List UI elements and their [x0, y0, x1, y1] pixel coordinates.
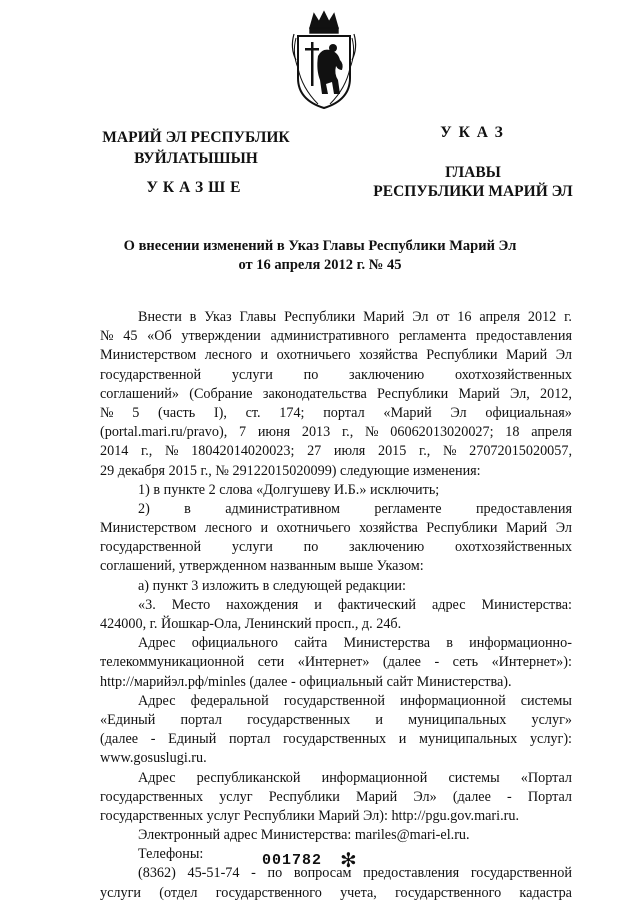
body-word: и	[260, 347, 269, 364]
body-word: 18	[505, 424, 520, 441]
body-word: 45-51-74	[187, 865, 240, 882]
body-word: информационной	[321, 769, 428, 786]
body-line-text: www.gosuslugi.ru.	[100, 750, 207, 767]
body-word: охотхозяйственных	[454, 539, 572, 556]
body-line	[100, 711, 572, 730]
body-word: административном	[225, 500, 341, 517]
body-word: государственных	[100, 788, 204, 805]
body-word: г.	[564, 309, 572, 325]
body-word: системы	[448, 769, 500, 786]
body-word: регламента	[398, 328, 467, 345]
body-word: адрес	[431, 596, 466, 613]
body-line	[100, 462, 572, 481]
body-line	[100, 577, 572, 596]
body-line-text: Телефоны:	[138, 846, 204, 863]
header-right-line-2: ГЛАВЫ	[445, 164, 501, 181]
body-word: Марий	[458, 385, 500, 402]
header-left-line-2: ВУЙЛАТЫШЫН	[134, 150, 258, 167]
body-line	[100, 385, 572, 404]
body-line	[100, 481, 572, 500]
body-word: лесного	[204, 347, 252, 364]
body-word: муниципальных	[419, 731, 518, 748]
body-word: Главы	[239, 309, 277, 325]
body-word: законодательства	[262, 385, 367, 402]
body-word: предоставления	[475, 500, 572, 517]
body-word: «Единый	[100, 711, 156, 728]
body-word: №	[365, 424, 379, 441]
body-line	[100, 596, 572, 615]
body-word: 18042014020023;	[191, 443, 295, 460]
body-word: 2012	[527, 309, 557, 325]
body-word: г.,	[341, 424, 354, 441]
body-word: фактический	[337, 596, 416, 613]
body-word: услуги	[100, 884, 141, 901]
body-line	[100, 807, 572, 826]
body-word: государственной	[100, 366, 202, 383]
body-word: 5	[132, 404, 140, 421]
body-word: «Об	[147, 328, 172, 345]
body-line	[100, 615, 572, 634]
body-line-text: http://марийэл.рф/minles (далее - официальный сайт Министерства).	[100, 673, 512, 690]
body-line-text: Электронный адрес Министерства: mariles@mari-el.ru.	[138, 827, 470, 844]
body-word: портал	[323, 404, 365, 421]
body-word: Республики	[377, 385, 449, 402]
body-word: (отдел	[159, 884, 198, 901]
body-word: 2015	[377, 443, 407, 460]
body-line	[100, 308, 572, 327]
body-word: 7	[238, 424, 247, 441]
body-word: государственного	[395, 884, 502, 901]
body-line-text: а) пункт 3 изложить в следующей редакции:	[138, 577, 406, 594]
body-word: в	[184, 500, 191, 517]
body-word: №	[164, 443, 179, 460]
body-word: вопросам	[293, 865, 352, 882]
body-line	[100, 404, 572, 423]
body-word: охотничьего	[276, 520, 351, 537]
body-word: соглашений»	[100, 385, 179, 402]
body-line	[100, 845, 572, 864]
body-word: 2013	[301, 424, 331, 441]
body-word: по	[303, 539, 319, 556]
body-word: информационно-	[469, 635, 572, 652]
body-word: от	[436, 309, 450, 325]
body-word: Эл	[450, 404, 467, 421]
body-word: Министерством	[100, 520, 197, 537]
header-left-line-3: УКАЗШЕ	[146, 179, 246, 196]
body-word: официальная»	[485, 404, 572, 421]
body-word: государственного	[215, 884, 322, 901]
body-word: официального	[191, 635, 279, 652]
body-line	[100, 730, 572, 749]
body-word: по	[303, 366, 319, 383]
body-word: охотничьего	[276, 347, 351, 364]
body-word: Портал	[527, 788, 572, 805]
body-line-text: 424000, г. Йошкар-Ола, Ленинский просп., д. 24б.	[100, 616, 402, 632]
body-word: хозяйства	[359, 520, 418, 537]
body-word: 06062013020027;	[390, 424, 494, 441]
body-word: Эл	[555, 520, 572, 537]
body-word: Эл	[412, 309, 429, 325]
body-line	[100, 769, 572, 788]
body-line-text: 29 декабря 2015 г., № 29122015020099) следующие изменения:	[100, 462, 481, 479]
body-word: I),	[213, 404, 227, 421]
body-word: муниципальных	[408, 711, 507, 728]
body-word: ст.	[245, 404, 261, 421]
body-word: Министерством	[100, 347, 197, 364]
body-word: Марий	[505, 347, 548, 364]
body-line	[100, 538, 572, 557]
body-word: телекоммуникационной	[100, 654, 245, 671]
body-word: предоставления	[475, 328, 572, 345]
body-word: (далее	[100, 731, 139, 748]
body-word: №	[442, 443, 457, 460]
body-word: 45	[123, 328, 138, 345]
body-word: (Собрание	[189, 385, 253, 402]
body-line	[100, 788, 572, 807]
body-line-text: 1) в пункте 2 слова «Долгушеву И.Б.» исключить;	[138, 481, 440, 498]
body-word: и	[314, 596, 322, 613]
body-word: предоставления	[363, 865, 460, 882]
body-line	[100, 749, 572, 768]
body-word: «Марий	[383, 404, 432, 421]
body-word: заключению	[349, 539, 425, 556]
body-word: Эл	[555, 347, 572, 364]
body-word: 2014	[100, 443, 129, 460]
body-word: «3.	[138, 596, 156, 613]
body-word: нахождения	[226, 596, 299, 613]
header-right-line-3: РЕСПУБЛИКИ МАРИЙ ЭЛ	[373, 183, 573, 200]
body-word: федеральной	[190, 692, 269, 709]
body-line	[100, 519, 572, 538]
body-line	[100, 864, 572, 883]
body-word: Республики	[426, 347, 498, 364]
body-word: Республики	[284, 309, 356, 325]
body-word: системы	[520, 692, 572, 709]
body-word: кадастра	[519, 884, 572, 901]
body-word: и	[375, 711, 383, 728]
body-word: услуги	[231, 366, 273, 383]
body-line	[100, 673, 572, 692]
body-word: апреля	[479, 309, 521, 325]
body-word: (часть	[158, 404, 196, 421]
coat-of-arms-icon	[288, 8, 360, 112]
body-word: Марий	[356, 788, 398, 805]
body-word: Республики	[426, 520, 498, 537]
body-word: услуг):	[529, 731, 572, 748]
body-word: №	[100, 404, 114, 421]
body-word: Марий	[505, 520, 548, 537]
body-word: Адрес	[138, 635, 176, 652]
body-word: Адрес	[138, 769, 176, 786]
body-word: республиканской	[196, 769, 301, 786]
body-word: по	[267, 865, 283, 882]
body-word: сеть	[452, 654, 479, 671]
body-word: государственной	[283, 692, 385, 709]
document-serial-number: 001782	[262, 852, 323, 869]
body-word: лесного	[204, 520, 252, 537]
body-word: (8362)	[138, 865, 176, 882]
body-word: -	[434, 654, 440, 671]
body-line	[100, 500, 572, 519]
body-word: №	[100, 328, 114, 345]
body-line	[100, 423, 572, 442]
body-word: хозяйства	[359, 347, 418, 364]
body-line-text: государственных услуг Республики Марий Эл): http://pgu.gov.mari.ru.	[100, 807, 519, 824]
body-word: утверждении	[181, 328, 261, 345]
body-word: «Интернет»	[297, 654, 370, 671]
body-line	[100, 366, 572, 385]
body-word: услуг	[219, 788, 253, 805]
body-line	[100, 826, 572, 845]
body-word: Марий	[363, 309, 405, 325]
body-word: государственной	[100, 539, 202, 556]
body-word: июля	[333, 443, 366, 460]
document-title-line-2: от 16 апреля 2012 г. № 45	[238, 257, 402, 273]
body-word: заключению	[349, 366, 425, 383]
body-word: услуг»	[531, 711, 572, 728]
body-word: государственной	[470, 865, 572, 882]
body-word: услуги	[231, 539, 273, 556]
body-word: -	[150, 731, 156, 748]
body-word: 16	[457, 309, 472, 325]
body-line	[100, 327, 572, 346]
body-word: -	[251, 865, 256, 882]
body-word: Республики	[268, 788, 340, 805]
asterisk-mark-icon: ✻	[340, 848, 357, 872]
body-word: государственных	[283, 731, 387, 748]
body-line	[100, 884, 572, 903]
body-word: охотхозяйственных	[454, 366, 572, 383]
body-word: регламенте	[374, 500, 442, 517]
body-word: (далее	[452, 788, 491, 805]
body-word: апреля	[531, 424, 572, 441]
body-word: в	[189, 309, 197, 325]
body-word: Эл»	[413, 788, 437, 805]
body-word: Министерства:	[481, 596, 572, 613]
body-word: Внести	[138, 309, 182, 325]
body-word: Адрес	[138, 692, 176, 709]
body-word: Единый	[168, 731, 217, 748]
body-word: и	[398, 731, 407, 748]
body-word: Указ	[204, 309, 232, 325]
document-title-line-1: О внесении изменений в Указ Главы Республики Марий Эл	[123, 238, 517, 254]
body-word: государственных	[247, 711, 351, 728]
header-right-line-1: УКАЗ	[440, 124, 510, 141]
body-word: 27	[307, 443, 322, 460]
body-word: Эл,	[509, 385, 530, 402]
body-word: (далее	[382, 654, 421, 671]
body-line	[100, 442, 572, 461]
header-left-line-1: МАРИЙ ЭЛ РЕСПУБЛИК	[102, 129, 290, 146]
body-word: июня	[257, 424, 291, 441]
body-word: портал	[180, 711, 222, 728]
body-word: -	[507, 788, 512, 805]
body-word: в	[446, 635, 453, 652]
body-word: г.,	[419, 443, 431, 460]
body-line	[100, 557, 572, 576]
body-word: портал	[228, 731, 271, 748]
body-line-text: соглашений, утвержденном названным выше Указом:	[100, 558, 424, 575]
body-word: учета,	[340, 884, 377, 901]
body-word: административного	[270, 328, 390, 345]
body-line	[100, 634, 572, 653]
body-word: 174;	[279, 404, 305, 421]
body-word: 2012,	[540, 385, 572, 402]
body-line	[100, 653, 572, 672]
body-word: сайта	[294, 635, 328, 652]
body-word: информационной	[400, 692, 506, 709]
body-word: (portal.mari.ru/pravo),	[100, 424, 228, 441]
document-body	[100, 308, 572, 903]
body-word: 2)	[138, 500, 150, 517]
body-line	[100, 346, 572, 365]
body-word: «Портал	[520, 769, 572, 786]
body-line	[100, 692, 572, 711]
body-word: Место	[171, 596, 211, 613]
body-word: и	[260, 520, 269, 537]
body-word: 27072015020057,	[469, 443, 572, 460]
body-word: Министерства	[343, 635, 431, 652]
body-word: «Интернет»):	[491, 654, 572, 671]
body-word: сети	[257, 654, 285, 671]
body-word: г.,	[141, 443, 153, 460]
